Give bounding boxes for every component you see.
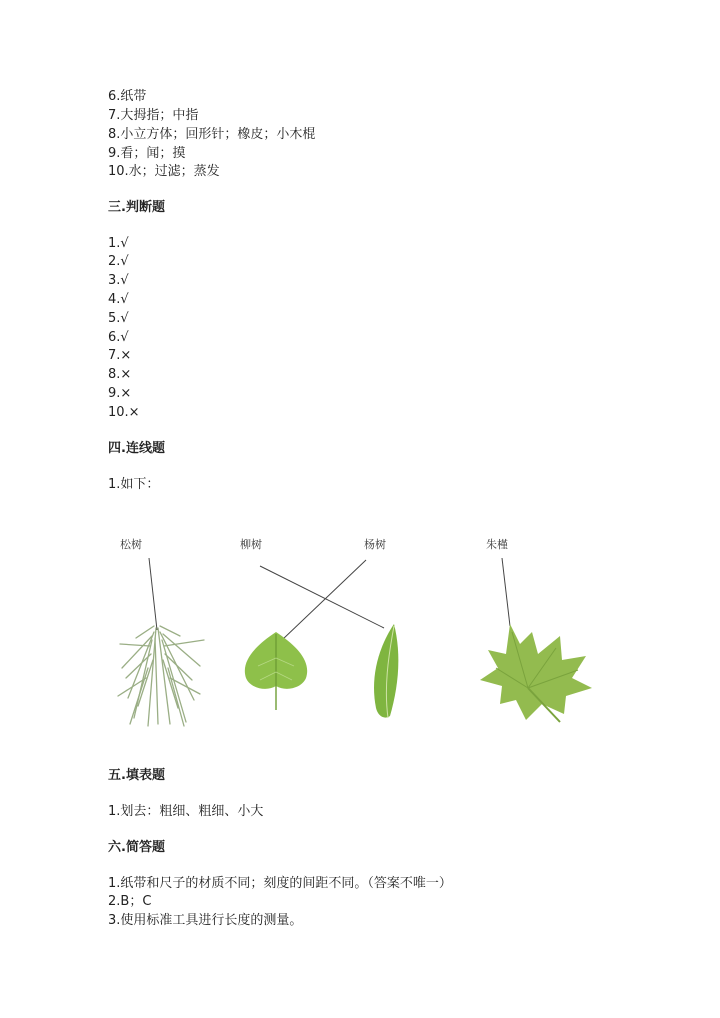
maple-leaf-icon — [480, 624, 592, 722]
connector-hibiscus — [502, 558, 510, 626]
answer-line: 10.水；过滤；蒸发 — [108, 164, 220, 179]
connector-willow — [260, 566, 384, 628]
answer-line: 1.√ — [108, 236, 129, 251]
answer-line: 3.使用标准工具进行长度的测量。 — [108, 913, 303, 928]
poplar-leaf-icon — [245, 632, 307, 710]
answer-line: 6.√ — [108, 330, 129, 345]
answer-line: 3.√ — [108, 273, 129, 288]
pine-needles-icon — [118, 626, 204, 726]
answer-line: 2.B；C — [108, 894, 152, 909]
connector-pine — [149, 558, 157, 630]
answer-line: 5.√ — [108, 311, 129, 326]
answer-line: 1.划去：粗细、粗细、小大 — [108, 804, 264, 819]
section-heading: 六.简答题 — [108, 840, 165, 855]
answer-line: 9.× — [108, 386, 132, 401]
answer-line: 6.纸带 — [108, 89, 147, 104]
label-poplar: 杨树 — [364, 538, 386, 551]
answer-line: 8.小立方体；回形针；橡皮；小木棍 — [108, 127, 316, 142]
answer-line: 4.√ — [108, 292, 129, 307]
label-hibiscus: 朱槿 — [486, 538, 508, 551]
section-heading: 四.连线题 — [108, 441, 165, 456]
answer-line: 1.纸带和尺子的材质不同；刻度的间距不同。（答案不唯一） — [108, 876, 452, 891]
answer-line: 7.× — [108, 348, 132, 363]
answer-line: 2.√ — [108, 254, 129, 269]
section-heading: 三.判断题 — [108, 200, 165, 215]
answer-line: 8.× — [108, 367, 132, 382]
willow-leaf-icon — [374, 624, 398, 718]
answer-line: 9.看；闻；摸 — [108, 146, 186, 161]
plant-matching-figure — [108, 528, 608, 728]
section-heading: 五.填表题 — [108, 768, 165, 783]
connector-poplar — [282, 560, 366, 640]
label-willow: 柳树 — [240, 538, 262, 551]
answer-line: 10.× — [108, 405, 140, 420]
label-pine: 松树 — [120, 538, 142, 551]
answer-line: 1.如下： — [108, 477, 160, 492]
answer-line: 7.大拇指；中指 — [108, 108, 199, 123]
